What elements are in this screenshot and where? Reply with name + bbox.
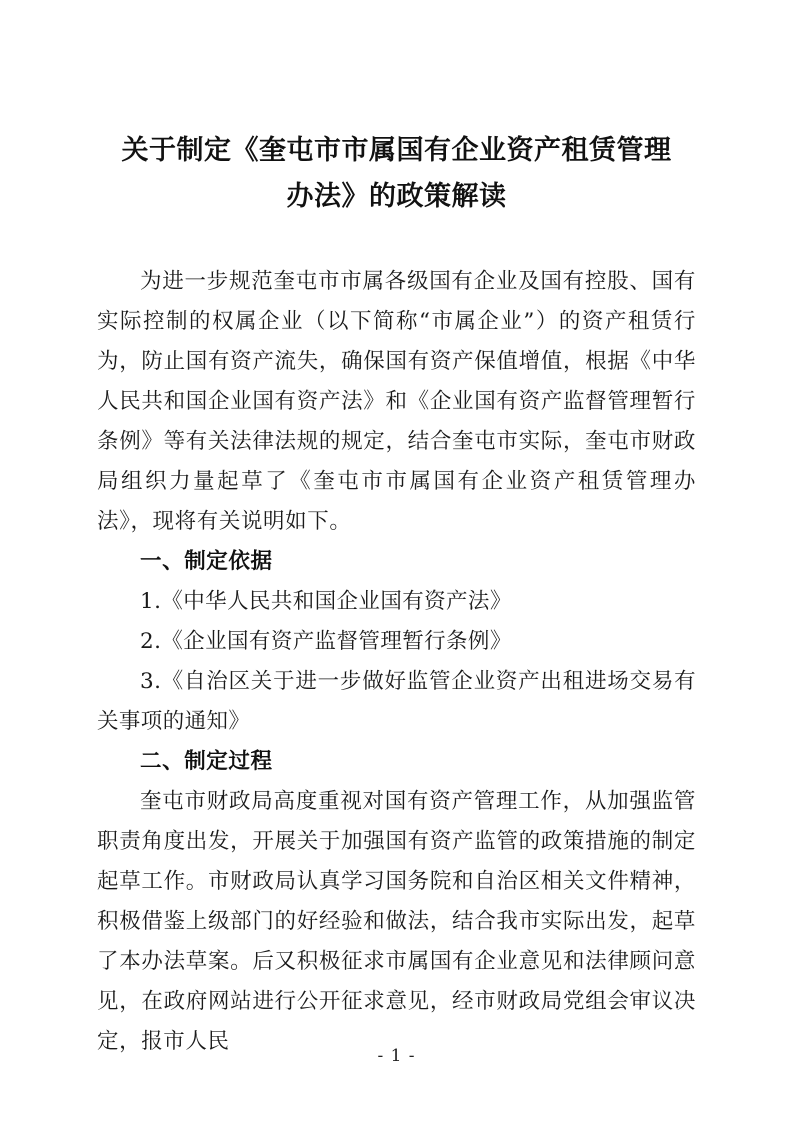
intro-paragraph: 为进一步规范奎屯市市属各级国有企业及国有控股、国有实际控制的权属企业（以下简称“市属企业”）的资产租赁行为，防止国有资产流失，确保国有资产保值增值，根据《中华人民共和国企业国有资产法》和《企业国有资产监督管理暂行条例》等有关法律法规的规定，结合奎屯市实际，奎屯市财政局组织力量起草了《奎屯市市属国有企业资产租赁管理办法》，现将有关说明如下。 [97, 269, 696, 534]
page-title [97, 128, 696, 220]
process-paragraph: 奎屯市财政局高度重视对国有资产管理工作，从加强监管职责角度出发，开展关于加强国有资产监管的政策措施的制定起草工作。市财政局认真学习国务院和自治区相关文件精神，积极借鉴上级部门的好经验和做法，结合我市实际出发，起草了本办法草案。后又积极征求市属国有企业意见和法律顾问意见，在政府网站进行公开征求意见，经市财政局党组会审议决定，报市人民 [97, 789, 696, 1054]
list-item: 2.《企业国有资产监督管理暂行条例》 [140, 629, 512, 654]
page-title-line-2: 办法》的政策解读 [286, 181, 507, 212]
page-title-line-1: 关于制定《奎屯市市属国有企业资产租赁管理 [121, 135, 672, 166]
section-heading-basis: 一、制定依据 [140, 549, 273, 574]
page-number: - 1 - [377, 1046, 416, 1066]
list-item: 1.《中华人民共和国企业国有资产法》 [140, 589, 512, 614]
document-content [97, 128, 696, 1062]
list-item: 3.《自治区关于进一步做好监管企业资产出租进场交易有关事项的通知》 [97, 669, 696, 734]
section-heading-process: 二、制定过程 [140, 749, 273, 774]
